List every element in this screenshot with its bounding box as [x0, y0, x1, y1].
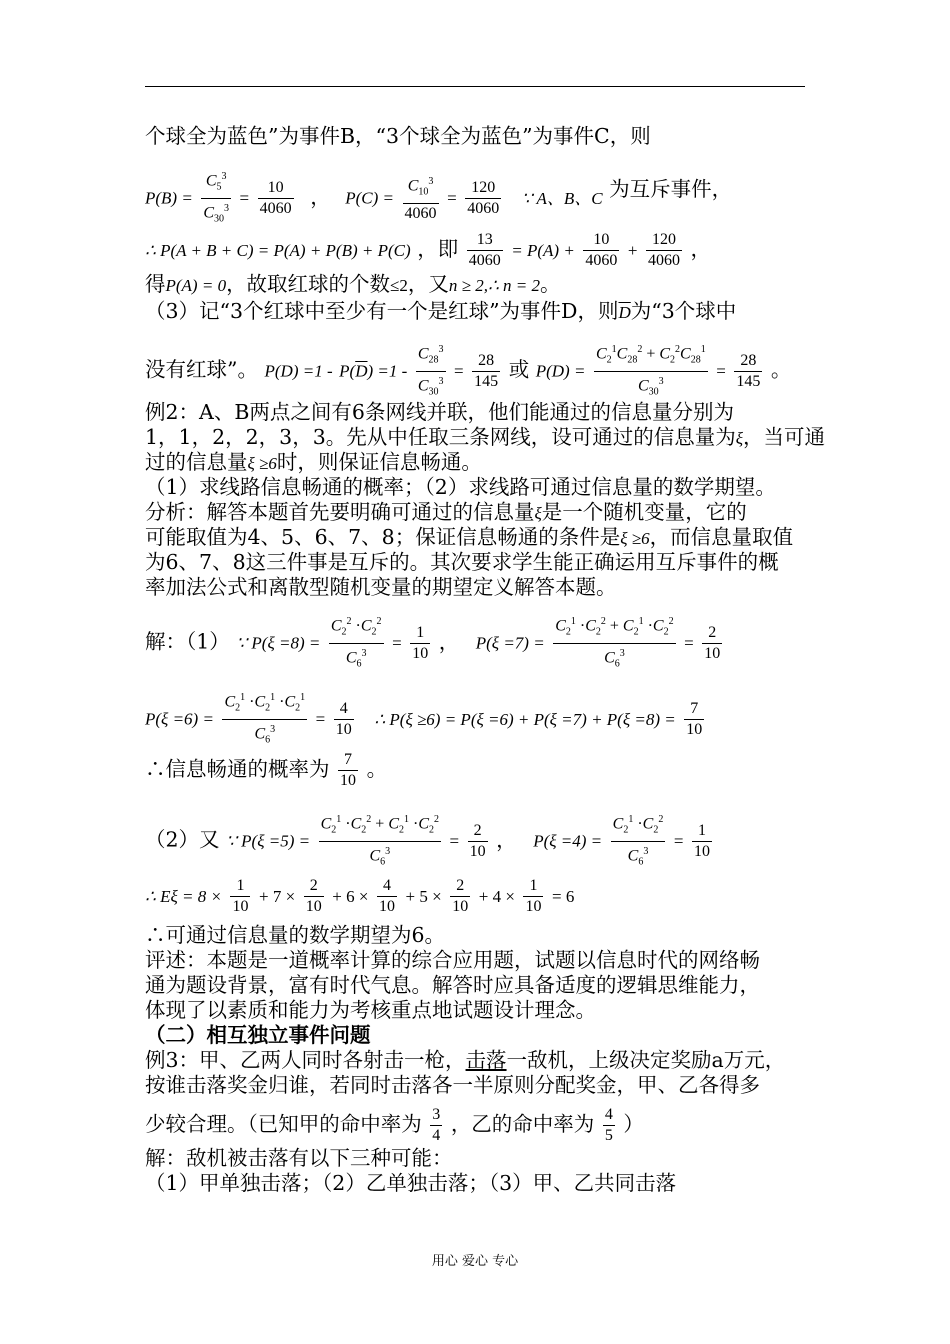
- formula-line-sum: ∴ P(A + B + C) = P(A) + P(B) + P(C) ，即 $\frac{13}{4060}$ = P(A) + $\frac{10}{4060}$ + $\frac{120}{4060}$ ，: [145, 231, 712, 269]
- fraction: $\frac{C_2^2 \cdot C_2^2}{C_6^3}$: [329, 612, 384, 674]
- fraction: $\frac{C_2^1 \cdot C_2^1 \cdot C_2^1}{C_6^3}$: [222, 688, 307, 750]
- section-heading: （二）相互独立事件问题: [145, 1023, 371, 1047]
- math: = P(A) +: [511, 241, 575, 260]
- formula-line-pd: 没有红球”。 $P(D) =1 - P(\overline{D}) =1$ - $\frac{C_{28}^3}{C_{30}^3}$ = $\frac{28}{145}$ 或 P(D) = $\frac{C_2^1C_{28}^2 + C_2^2C_{28}^1}{C_{30}^3}$ = $\frac{28}{145}$ 。: [145, 340, 791, 402]
- fraction: $\frac{C_2^1 \cdot C_2^2 + C_2^1 \cdot C_2^2}{C_6^3}$: [553, 612, 675, 674]
- text-line: 个球全为蓝色”为事件B，“3个球全为蓝色”为事件C，则: [145, 124, 651, 148]
- formula-line-p5-p4: （2）又 ∵ P(ξ =5) = $\frac{C_2^1 \cdot C_2^2 + C_2^1 \cdot C_2^2}{C_6^3}$ = $\frac{2}{10}$ ， P(ξ =4) = $\frac{C_2^1 \cdot C_2^2}{C_6^3}$ = $\frac{1}{10}$: [145, 810, 714, 872]
- fraction: $\frac{28}{145}$: [736, 351, 761, 390]
- text-line: 得P(A) = 0，故取红球的个数≤2，又n ≥ 2,∴ n = 2。: [145, 272, 561, 296]
- text-line: 体现了以素质和能力为考核重点地试题设计理念。: [145, 998, 596, 1022]
- fraction: $\frac{1}{10}$: [525, 877, 542, 915]
- fraction: $\frac{C_2^1 \cdot C_2^2}{C_6^3}$: [611, 810, 666, 872]
- text-line: ∴可通过信息量的数学期望为6。: [145, 923, 446, 947]
- formula-line-p6: P(ξ =6) = $\frac{C_2^1 \cdot C_2^1 \cdot C_2^1}{C_6^3}$ = $\frac{4}{10}$ ∴ P(ξ ≥6) = P(ξ =6) + P(ξ =7) + P(ξ =8) = $\frac{7}{10}$: [145, 688, 706, 750]
- math: P(C) =: [345, 188, 395, 208]
- fraction: $\frac{2}{10}$: [469, 821, 486, 860]
- math: =: [447, 188, 457, 208]
- fraction: $\frac{7}{10}$: [686, 699, 703, 738]
- fraction: $\frac{10}{4060}$: [259, 178, 292, 217]
- text-line: 1，1，2，2，3，3。先从中任取三条网线，设可通过的信息量为ξ，当可通: [145, 425, 826, 449]
- fraction: $\frac{C_{28}^3}{C_{30}^3}$: [416, 340, 446, 402]
- fraction: $\frac{1}{10}$: [232, 877, 249, 915]
- text-line: 通为题设背景，富有时代气息。解答时应具备适度的逻辑思维能力，: [145, 973, 760, 997]
- math: P(B) =: [145, 188, 193, 208]
- formula-line-p8-p7: 解：（1） ∵ P(ξ =8) = $\frac{C_2^2 \cdot C_2^2}{C_6^3}$ = $\frac{1}{10}$ ， P(ξ =7) = $\frac{C_2^1 \cdot C_2^2 + C_2^1 \cdot C_2^2}{C_6^3}$ = $\frac{2}{10}$: [145, 612, 724, 674]
- text-line: 少较合理。（已知甲的命中率为 $\frac{3}{4}$ ，乙的命中率为 $\frac{4}{5}$ ）: [145, 1106, 644, 1144]
- text-line: 过的信息量ξ ≥6时，则保证信息畅通。: [145, 450, 482, 474]
- fraction: $\frac{C_5^3}{C_{30}^3}$: [201, 167, 231, 229]
- text: ，即: [417, 237, 459, 261]
- fraction: $\frac{2}{10}$: [452, 877, 469, 915]
- fraction: $\frac{4}{5}$: [604, 1106, 613, 1144]
- text-line: 分析：解答本题首先要明确可通过的信息量ξ是一个随机变量，它的: [145, 500, 747, 524]
- text-line: 评述：本题是一道概率计算的综合应用题，试题以信息时代的网络畅: [145, 948, 760, 972]
- fraction: $\frac{4}{10}$: [335, 699, 352, 738]
- fraction: $\frac{120}{4060}$: [467, 178, 500, 217]
- text-line: 为6、7、8这三件事是互斥的。其次要求学生能正确运用互斥事件的概: [145, 550, 779, 574]
- fraction: $\frac{120}{4060}$: [648, 231, 680, 269]
- fraction: $\frac{1}{10}$: [694, 821, 710, 860]
- text-line: （3）记“3个红球中至少有一个是红球”为事件D，则$\overline{D}$为“3个球中: [145, 299, 737, 323]
- formula-line-pb-pc: P(B) = $\frac{C_5^3}{C_{30}^3}$ = $\frac{10}{4060}$ ， P(C) = $\frac{C_{10}^3}{4060}$ = $\frac{120}{4060}$ ∵ A、B、C 为互斥事件，: [145, 167, 732, 229]
- math: ∴ P(A + B + C) = P(A) + P(B) + P(C): [145, 241, 411, 260]
- underlined-text: 击落: [465, 1048, 507, 1072]
- text-line: 例2：A、B两点之间有6条网线并联，他们能通过的信息量分别为: [145, 400, 734, 424]
- text-line: 例3：甲、乙两人同时各射击一枪，击落一敌机，上级决定奖励a万元，: [145, 1048, 786, 1072]
- fraction: $\frac{C_2^1C_{28}^2 + C_2^2C_{28}^1}{C_{30}^3}$: [594, 340, 708, 402]
- fraction: $\frac{2}{10}$: [305, 877, 322, 915]
- text-line: 按谁击落奖金归谁，若同时击落各一半原则分配奖金，甲、乙各得多: [145, 1073, 760, 1097]
- fraction: $\frac{13}{4060}$: [468, 231, 501, 269]
- text-line: 可能取值为4、5、6、7、8；保证信息畅通的条件是ξ ≥6，而信息量取值: [145, 525, 794, 549]
- formula-line-expectation: ∴ Eξ = 8 × $\frac{1}{10}$ + 7 × $\frac{2}{10}$ + 6 × $\frac{4}{10}$ + 5 × $\frac{2}{10}$ + 4 × $\frac{1}{10}$ = 6: [145, 877, 575, 915]
- fraction: $\frac{10}{4060}$: [585, 231, 618, 269]
- fraction: $\frac{3}{4}$: [432, 1106, 441, 1144]
- header-rule: [145, 86, 805, 87]
- text-line: 率加法公式和离散型随机变量的期望定义解答本题。: [145, 575, 617, 599]
- fraction: $\frac{C_2^1 \cdot C_2^2 + C_2^1 \cdot C_2^2}{C_6^3}$: [319, 810, 441, 872]
- fraction: $\frac{7}{10}$: [340, 751, 357, 789]
- text-line: （1）求线路信息畅通的概率；（2）求线路可通过信息量的数学期望。: [145, 475, 776, 499]
- math: ∵ A、B、C: [521, 188, 603, 208]
- math: =: [239, 188, 250, 208]
- page-footer: 用心 爱心 专心: [431, 1254, 519, 1269]
- fraction: $\frac{C_{10}^3}{4060}$: [403, 172, 439, 224]
- fraction: $\frac{28}{145}$: [474, 351, 499, 390]
- text-line: ∴信息畅通的概率为 $\frac{7}{10}$ 。: [145, 751, 388, 789]
- text-line: （1）甲单独击落；（2）乙单独击落；（3）甲、乙共同击落: [145, 1171, 677, 1195]
- fraction: $\frac{1}{10}$: [412, 623, 429, 662]
- text-line: 解：敌机被击落有以下三种可能：: [145, 1146, 453, 1170]
- text: 为互斥事件，: [609, 176, 733, 201]
- fraction: $\frac{2}{10}$: [704, 623, 721, 662]
- math: +: [627, 241, 638, 260]
- fraction: $\frac{4}{10}$: [378, 877, 395, 915]
